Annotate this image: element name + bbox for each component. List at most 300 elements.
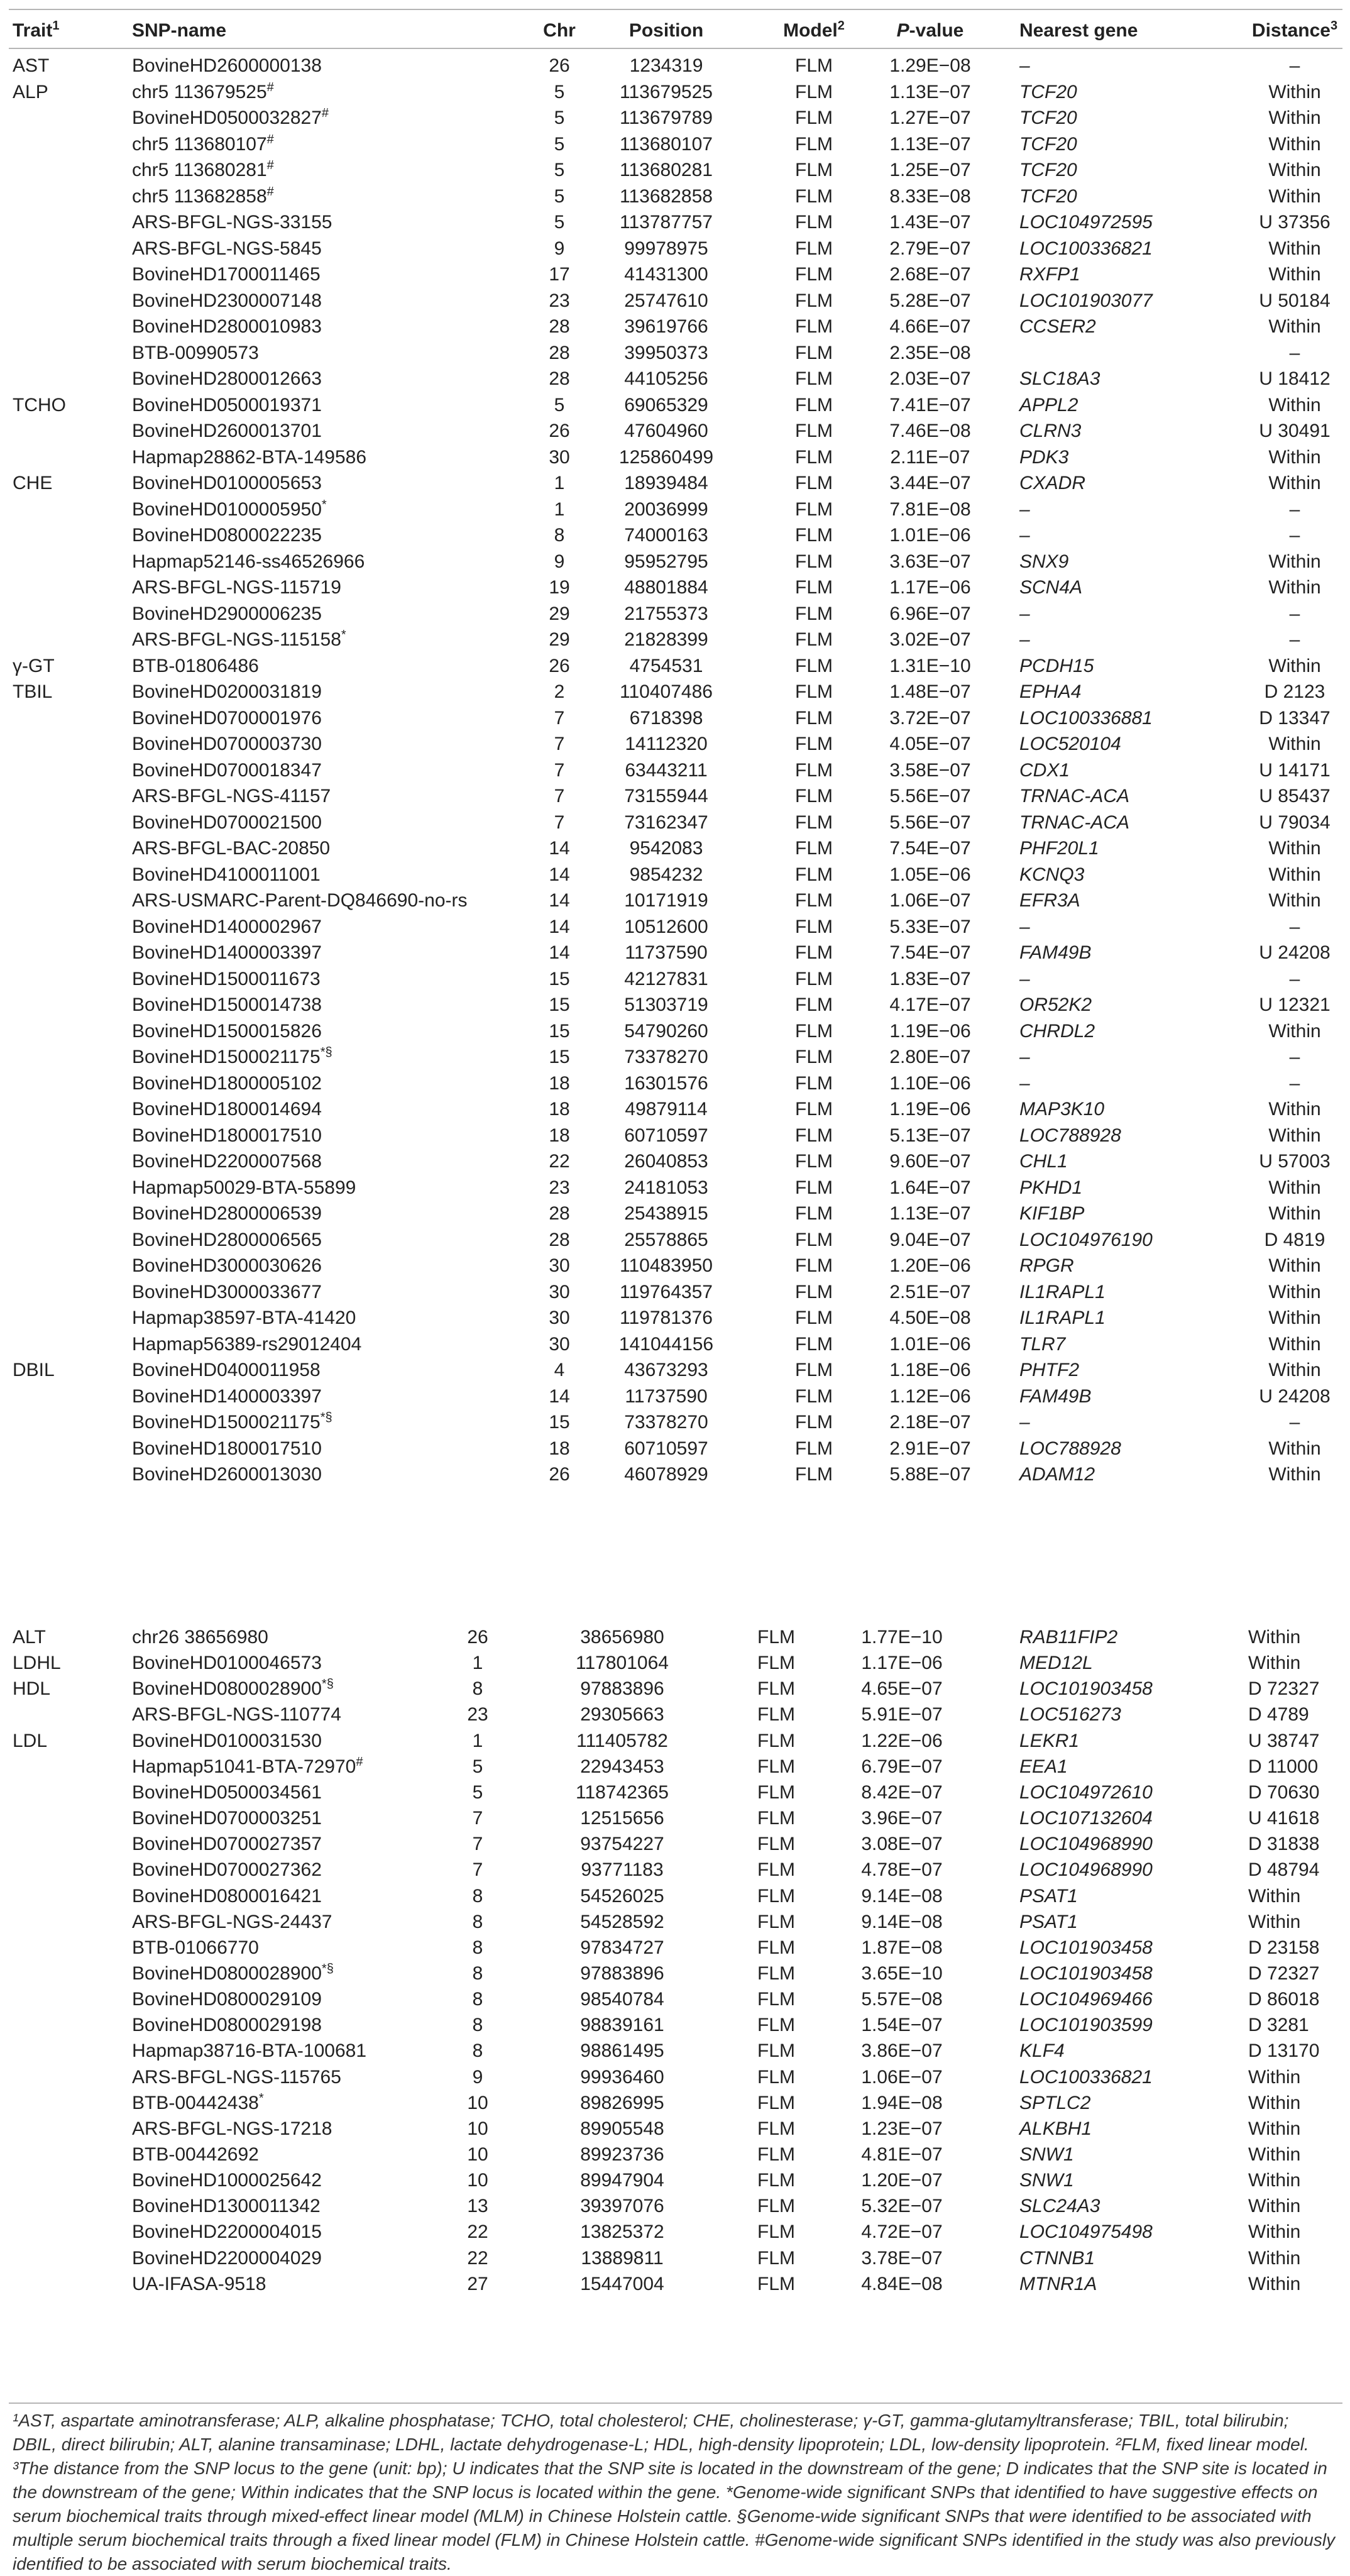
p-value-cell: 5.33E−07 <box>889 916 971 937</box>
p-value-cell: 4.72E−07 <box>861 2221 943 2243</box>
snp-name-cell <box>132 759 322 783</box>
distance-cell: Within <box>1248 2144 1301 2165</box>
nearest-gene-cell: SNW1 <box>1019 2170 1074 2191</box>
table-row <box>0 1306 1350 1330</box>
distance-cell: Within <box>1268 1438 1321 1459</box>
nearest-gene-cell: PHF20L1 <box>1019 838 1099 859</box>
snp-name-cell <box>132 211 332 234</box>
snp-name-cell <box>132 915 322 939</box>
model-cell: FLM <box>795 1438 833 1459</box>
distance-cell: D 72327 <box>1248 1678 1320 1700</box>
model-cell: FLM <box>795 498 833 520</box>
snp-significance-mark: # <box>356 1754 363 1769</box>
snp-name-cell <box>132 1411 332 1434</box>
p-value-cell: 1.25E−07 <box>889 160 971 180</box>
snp-name-cell <box>132 602 322 626</box>
model-cell: FLM <box>795 942 833 963</box>
nearest-gene-cell: CHL1 <box>1019 1151 1068 1172</box>
table-row <box>0 1176 1350 1200</box>
p-value-cell: 1.20E−06 <box>889 1255 971 1276</box>
table-row <box>0 1463 1350 1487</box>
p-value-cell: 2.35E−08 <box>889 342 971 363</box>
distance-cell: Within <box>1268 81 1321 102</box>
model-cell: FLM <box>795 916 833 937</box>
chr-cell: 26 <box>549 1464 570 1485</box>
model-cell: FLM <box>795 1099 833 1120</box>
p-value-cell: 1.27E−07 <box>889 107 971 128</box>
header-p-italic: P <box>896 20 909 41</box>
snp-significance-mark: *§ <box>321 1677 334 1692</box>
nearest-gene-cell: LOC788928 <box>1019 1438 1121 1459</box>
snp-name-text: BovineHD1500015826 <box>132 1020 322 1042</box>
position-cell: 110407486 <box>620 681 713 702</box>
snp-name-text: BovineHD0100031530 <box>132 1730 322 1751</box>
snp-name-cell <box>132 1807 322 1830</box>
table-row <box>0 524 1350 548</box>
p-value-cell: 4.65E−07 <box>861 1678 943 1700</box>
p-value-cell: 1.05E−06 <box>889 864 971 885</box>
model-cell: FLM <box>757 1678 795 1700</box>
model-cell: FLM <box>757 2118 795 2139</box>
nearest-gene-cell: PHTF2 <box>1019 1360 1080 1380</box>
nearest-gene-cell: LOC104975498 <box>1019 2221 1153 2243</box>
snp-name-text: BovineHD0100005653 <box>132 473 322 493</box>
model-cell: FLM <box>795 551 833 572</box>
snp-name-text: BovineHD2200007568 <box>132 1151 322 1172</box>
distance-cell: Within <box>1248 2247 1301 2269</box>
nearest-gene-cell: PSAT1 <box>1019 1911 1078 1932</box>
p-value-cell: 1.87E−08 <box>861 1937 943 1958</box>
model-cell: FLM <box>795 968 833 989</box>
distance-cell: Within <box>1268 316 1321 337</box>
nearest-gene-cell: LOC107132604 <box>1019 1808 1153 1829</box>
distance-cell: Within <box>1248 2273 1301 2294</box>
p-value-cell: 7.46E−08 <box>889 421 971 441</box>
snp-name-text: BTB-00442438 <box>132 2092 259 2113</box>
chr-cell: 15 <box>549 1020 570 1042</box>
distance-cell: – <box>1289 342 1300 363</box>
distance-cell: D 4789 <box>1248 1704 1309 1726</box>
trait-cell: γ-GT <box>13 655 55 676</box>
chr-cell: 7 <box>554 707 565 729</box>
model-cell: FLM <box>795 368 833 389</box>
table-row <box>0 1228 1350 1252</box>
nearest-gene-cell: – <box>1019 603 1030 624</box>
table-row <box>0 993 1350 1017</box>
distance-cell: Within <box>1268 551 1321 572</box>
nearest-gene-cell: LOC101903458 <box>1019 1937 1153 1958</box>
distance-cell: Within <box>1268 160 1321 180</box>
snp-name-text: ARS-BFGL-NGS-115719 <box>132 577 341 598</box>
snp-name-cell <box>132 941 322 965</box>
chr-cell: 15 <box>549 994 570 1015</box>
distance-cell: – <box>1289 525 1300 546</box>
p-value-cell: 1.77E−10 <box>861 1627 943 1648</box>
distance-cell: Within <box>1268 1177 1321 1198</box>
p-value-cell: 4.50E−08 <box>889 1307 971 1328</box>
distance-cell: Within <box>1268 1125 1321 1146</box>
distance-cell: D 3281 <box>1248 2015 1309 2036</box>
nearest-gene-cell: MAP3K10 <box>1019 1099 1105 1120</box>
model-cell: FLM <box>795 81 833 102</box>
snp-name-cell <box>132 133 274 157</box>
snp-name-cell <box>132 394 322 417</box>
snp-name-text: BovineHD2800006565 <box>132 1229 322 1250</box>
model-cell: FLM <box>795 577 833 598</box>
snp-name-cell <box>132 263 321 287</box>
position-cell: 47604960 <box>624 421 708 441</box>
distance-cell: D 13347 <box>1259 707 1331 729</box>
model-cell: FLM <box>795 185 833 207</box>
chr-cell: 8 <box>472 1989 483 2010</box>
nearest-gene-cell: APPL2 <box>1019 394 1078 416</box>
table-row <box>0 341 1350 365</box>
distance-cell: Within <box>1268 185 1321 207</box>
snp-name-text: chr5 113679525 <box>132 81 267 102</box>
chr-cell: 15 <box>549 968 570 989</box>
position-cell: 14112320 <box>625 734 708 754</box>
nearest-gene-cell: TRNAC-ACA <box>1019 786 1130 806</box>
distance-cell: Within <box>1248 1627 1301 1648</box>
nearest-gene-cell: – <box>1019 1072 1030 1094</box>
position-cell: 93754227 <box>580 1834 664 1855</box>
table-row <box>0 2194 1350 2218</box>
header-bottom-rule <box>9 48 1342 49</box>
snp-name-text: BovineHD2300007148 <box>132 290 322 311</box>
snp-name-text: BovineHD0100046573 <box>132 1653 322 1674</box>
snp-name-cell <box>132 237 322 261</box>
snp-name-cell <box>132 341 259 365</box>
nearest-gene-cell: TCF20 <box>1019 185 1077 207</box>
chr-cell: 28 <box>549 342 570 363</box>
position-cell: 141044156 <box>618 1333 714 1355</box>
chr-cell: 13 <box>467 2196 488 2217</box>
position-cell: 16301576 <box>624 1072 708 1094</box>
snp-name-text: BovineHD0800029198 <box>132 2015 322 2036</box>
model-cell: FLM <box>757 2144 795 2165</box>
trait-cell: LDHL <box>13 1653 61 1674</box>
snp-name-text: BovineHD2200004015 <box>132 2221 322 2243</box>
table-row <box>0 1124 1350 1148</box>
distance-cell: U 50184 <box>1259 290 1331 311</box>
model-cell: FLM <box>795 603 833 624</box>
chr-cell: 7 <box>472 1834 483 1855</box>
model-cell: FLM <box>795 107 833 128</box>
header-trait <box>13 19 59 43</box>
model-cell: FLM <box>795 133 833 155</box>
position-cell: 60710597 <box>624 1438 708 1459</box>
snp-name-cell <box>132 498 327 522</box>
nearest-gene-cell: MED12L <box>1019 1653 1093 1674</box>
header-chr: Chr <box>543 20 576 41</box>
model-cell: FLM <box>757 2040 795 2062</box>
trait-cell: LDL <box>13 1730 48 1751</box>
position-cell: 73162347 <box>624 812 708 833</box>
p-value-cell: 6.79E−07 <box>861 1756 943 1777</box>
position-cell: 98861495 <box>580 2040 664 2062</box>
nearest-gene-cell: LOC100336821 <box>1019 238 1153 259</box>
snp-significance-mark: # <box>266 184 274 199</box>
chr-cell: 5 <box>554 81 565 102</box>
p-value-cell: 3.65E−10 <box>861 1962 943 1984</box>
nearest-gene-cell: SNW1 <box>1019 2144 1074 2165</box>
snp-name-cell <box>132 524 322 548</box>
trait-cell: TBIL <box>13 681 53 702</box>
distance-cell: U 14171 <box>1259 759 1331 781</box>
snp-significance-mark: *§ <box>321 1961 334 1976</box>
table-row <box>0 158 1350 182</box>
p-value-cell: 2.11E−07 <box>890 446 970 468</box>
distance-cell: U 41618 <box>1248 1808 1320 1829</box>
chr-cell: 18 <box>549 1125 570 1146</box>
snp-name-cell <box>132 1936 259 1960</box>
snp-name-text: BovineHD2600013030 <box>132 1464 322 1485</box>
snp-name-cell <box>132 2091 264 2115</box>
chr-cell: 30 <box>549 1281 570 1302</box>
snp-name-text: Hapmap38597-BTA-41420 <box>132 1307 356 1328</box>
table-row <box>0 2117 1350 2141</box>
p-value-cell: 3.86E−07 <box>861 2040 943 2062</box>
model-cell: FLM <box>795 212 833 233</box>
chr-cell: 8 <box>472 1911 483 1932</box>
p-value-cell: 3.58E−07 <box>889 759 971 781</box>
position-cell: 12515656 <box>580 1808 664 1829</box>
snp-name-cell <box>132 1910 332 1934</box>
chr-cell: 28 <box>549 368 570 389</box>
table-row <box>0 471 1350 495</box>
position-cell: 54790260 <box>624 1020 708 1042</box>
snp-name-cell <box>132 1651 322 1675</box>
position-cell: 98839161 <box>580 2015 664 2036</box>
position-cell: 125860499 <box>618 446 714 468</box>
snp-name-text: ARS-BFGL-NGS-5845 <box>132 238 322 259</box>
snp-name-cell <box>132 1333 361 1357</box>
snp-name-cell <box>132 1358 321 1382</box>
position-cell: 21755373 <box>624 603 708 624</box>
chr-cell: 1 <box>472 1653 483 1674</box>
distance-cell: Within <box>1268 264 1321 285</box>
snp-name-text: BovineHD0800028900 <box>132 1962 322 1984</box>
snp-name-cell <box>132 2247 322 2271</box>
p-value-cell: 2.03E−07 <box>889 368 971 389</box>
table-row <box>0 1832 1350 1856</box>
nearest-gene-cell: EFR3A <box>1019 890 1080 911</box>
model-cell: FLM <box>795 316 833 337</box>
chr-cell: 23 <box>467 1704 488 1726</box>
snp-name-cell <box>132 732 322 756</box>
distance-cell: – <box>1289 1047 1300 1067</box>
model-cell: FLM <box>795 655 833 676</box>
model-cell: FLM <box>795 707 833 729</box>
chr-cell: 7 <box>472 1859 483 1881</box>
position-cell: 25578865 <box>624 1229 708 1250</box>
snp-name-text: BovineHD1400003397 <box>132 1385 322 1407</box>
distance-cell: Within <box>1268 1099 1321 1120</box>
p-value-cell: 5.13E−07 <box>889 1125 971 1146</box>
position-cell: 38656980 <box>580 1627 664 1648</box>
model-cell: FLM <box>757 2221 795 2243</box>
chr-cell: 18 <box>549 1099 570 1120</box>
snp-name-text: BovineHD0700027357 <box>132 1834 322 1855</box>
chr-cell: 8 <box>472 1962 483 1984</box>
snp-name-text: ARS-BFGL-NGS-24437 <box>132 1911 332 1932</box>
p-value-cell: 3.72E−07 <box>889 707 971 729</box>
chr-cell: 28 <box>549 1229 570 1250</box>
chr-cell: 10 <box>467 2144 488 2165</box>
snp-name-text: BovineHD2600013701 <box>132 421 322 441</box>
nearest-gene-cell: PDK3 <box>1019 446 1069 468</box>
table-row <box>0 263 1350 287</box>
header-model-text: Model <box>783 20 838 41</box>
snp-name-text: BovineHD2600000138 <box>132 55 322 76</box>
position-cell: 93771183 <box>581 1859 664 1881</box>
position-cell: 46078929 <box>624 1464 708 1485</box>
snp-name-cell <box>132 1176 356 1200</box>
p-value-cell: 1.01E−06 <box>889 1333 971 1355</box>
snp-name-cell <box>132 2272 266 2296</box>
model-cell: FLM <box>757 1859 795 1881</box>
snp-name-text: BovineHD0500019371 <box>132 394 322 416</box>
nearest-gene-cell: ADAM12 <box>1019 1464 1095 1485</box>
model-cell: FLM <box>795 734 833 754</box>
snp-name-cell <box>132 1098 322 1121</box>
nearest-gene-cell: OR52K2 <box>1019 994 1092 1015</box>
p-value-cell: 5.56E−07 <box>889 786 971 806</box>
snp-name-text: BovineHD0100005950 <box>132 498 322 520</box>
snp-name-text: BovineHD1500021175 <box>132 1047 321 1067</box>
snp-name-text: BovineHD1800017510 <box>132 1125 322 1146</box>
table-row <box>0 967 1350 991</box>
table-row <box>0 1936 1350 1960</box>
model-cell: FLM <box>795 446 833 468</box>
table-row <box>0 315 1350 339</box>
model-cell: FLM <box>757 1937 795 1958</box>
position-cell: 73378270 <box>624 1412 708 1433</box>
snp-name-cell <box>132 2039 366 2063</box>
snp-name-text: BovineHD0400011958 <box>132 1360 321 1380</box>
snp-name-text: ARS-BFGL-NGS-110774 <box>132 1704 341 1726</box>
table-row <box>0 576 1350 600</box>
p-value-cell: 5.28E−07 <box>889 290 971 311</box>
chr-cell: 7 <box>554 759 565 781</box>
chr-cell: 7 <box>554 734 565 754</box>
nearest-gene-cell: – <box>1019 55 1030 76</box>
model-cell: FLM <box>757 1653 795 1674</box>
snp-name-text: BovineHD0700001976 <box>132 707 322 729</box>
table-row <box>0 1626 1350 1649</box>
p-value-cell: 1.01E−06 <box>889 525 971 546</box>
snp-name-cell <box>132 1385 322 1409</box>
snp-name-cell <box>132 837 330 861</box>
chr-cell: 22 <box>549 1151 570 1172</box>
distance-cell: – <box>1289 968 1300 989</box>
distance-cell: U 12321 <box>1259 994 1331 1015</box>
chr-cell: 5 <box>554 212 565 233</box>
nearest-gene-cell: – <box>1019 1047 1030 1067</box>
header-distance-sup: 3 <box>1330 19 1338 33</box>
distance-cell: U 38747 <box>1248 1730 1320 1751</box>
nearest-gene-cell: FAM49B <box>1019 942 1092 963</box>
chr-cell: 4 <box>554 1360 565 1380</box>
distance-cell: Within <box>1268 864 1321 885</box>
p-value-cell: 2.80E−07 <box>889 1047 971 1067</box>
position-cell: 119764357 <box>620 1281 713 1302</box>
model-cell: FLM <box>795 421 833 441</box>
table-row <box>0 1703 1350 1727</box>
chr-cell: 1 <box>554 498 565 520</box>
nearest-gene-cell: LOC101903599 <box>1019 2015 1153 2036</box>
trait-cell: AST <box>13 55 50 76</box>
table-top-rule <box>9 9 1342 10</box>
model-cell: FLM <box>795 759 833 781</box>
nearest-gene-cell: LOC100336821 <box>1019 2066 1153 2088</box>
distance-cell: Within <box>1248 2221 1301 2243</box>
position-cell: 113680281 <box>620 160 713 180</box>
position-cell: 73378270 <box>624 1047 708 1067</box>
model-cell: FLM <box>795 1281 833 1302</box>
snp-name-text: BovineHD1500011673 <box>132 968 321 989</box>
p-value-cell: 2.18E−07 <box>889 1412 971 1433</box>
model-cell: FLM <box>757 2247 795 2269</box>
nearest-gene-cell: RPGR <box>1019 1255 1074 1276</box>
nearest-gene-cell: – <box>1019 1412 1030 1433</box>
nearest-gene-cell: PSAT1 <box>1019 1885 1078 1907</box>
chr-cell: 8 <box>472 1937 483 1958</box>
distance-cell: D 48794 <box>1248 1859 1320 1881</box>
distance-cell: Within <box>1268 1020 1321 1042</box>
snp-name-cell <box>132 2169 322 2193</box>
distance-cell: D 2123 <box>1264 681 1325 702</box>
nearest-gene-cell: TCF20 <box>1019 81 1077 102</box>
table-row <box>0 2169 1350 2193</box>
model-cell: FLM <box>757 1885 795 1907</box>
model-cell: FLM <box>795 1333 833 1355</box>
snp-significance-mark: # <box>266 80 274 94</box>
distance-cell: U 24208 <box>1259 942 1331 963</box>
model-cell: FLM <box>795 1125 833 1146</box>
header-p-value <box>874 19 987 43</box>
distance-cell: Within <box>1248 2196 1301 2217</box>
distance-cell: Within <box>1268 473 1321 493</box>
chr-cell: 22 <box>467 2221 488 2243</box>
model-cell: FLM <box>795 1203 833 1224</box>
p-value-cell: 3.63E−07 <box>889 551 971 572</box>
chr-cell: 5 <box>554 133 565 155</box>
model-cell: FLM <box>795 838 833 859</box>
model-cell: FLM <box>757 1808 795 1829</box>
chr-cell: 19 <box>549 577 570 598</box>
model-cell: FLM <box>757 1911 795 1932</box>
snp-name-cell <box>132 993 322 1017</box>
nearest-gene-cell: – <box>1019 629 1030 650</box>
position-cell: 25747610 <box>624 290 708 311</box>
snp-name-text: BovineHD0800016421 <box>132 1885 322 1907</box>
table-row <box>0 1781 1350 1805</box>
position-cell: 60710597 <box>624 1125 708 1146</box>
table-row <box>0 1651 1350 1675</box>
nearest-gene-cell: LOC100336881 <box>1019 707 1153 729</box>
p-value-cell: 7.41E−07 <box>889 394 971 416</box>
distance-cell: Within <box>1248 2170 1301 2191</box>
chr-cell: 7 <box>554 786 565 806</box>
nearest-gene-cell: LOC788928 <box>1019 1125 1121 1146</box>
p-value-cell: 2.51E−07 <box>889 1281 971 1302</box>
nearest-gene-cell: SLC24A3 <box>1019 2196 1100 2217</box>
table-bottom-rule <box>9 2403 1342 2404</box>
p-value-cell: 8.42E−07 <box>861 1781 943 1803</box>
p-value-cell: 9.04E−07 <box>889 1229 971 1250</box>
snp-name-cell <box>132 2013 322 2037</box>
